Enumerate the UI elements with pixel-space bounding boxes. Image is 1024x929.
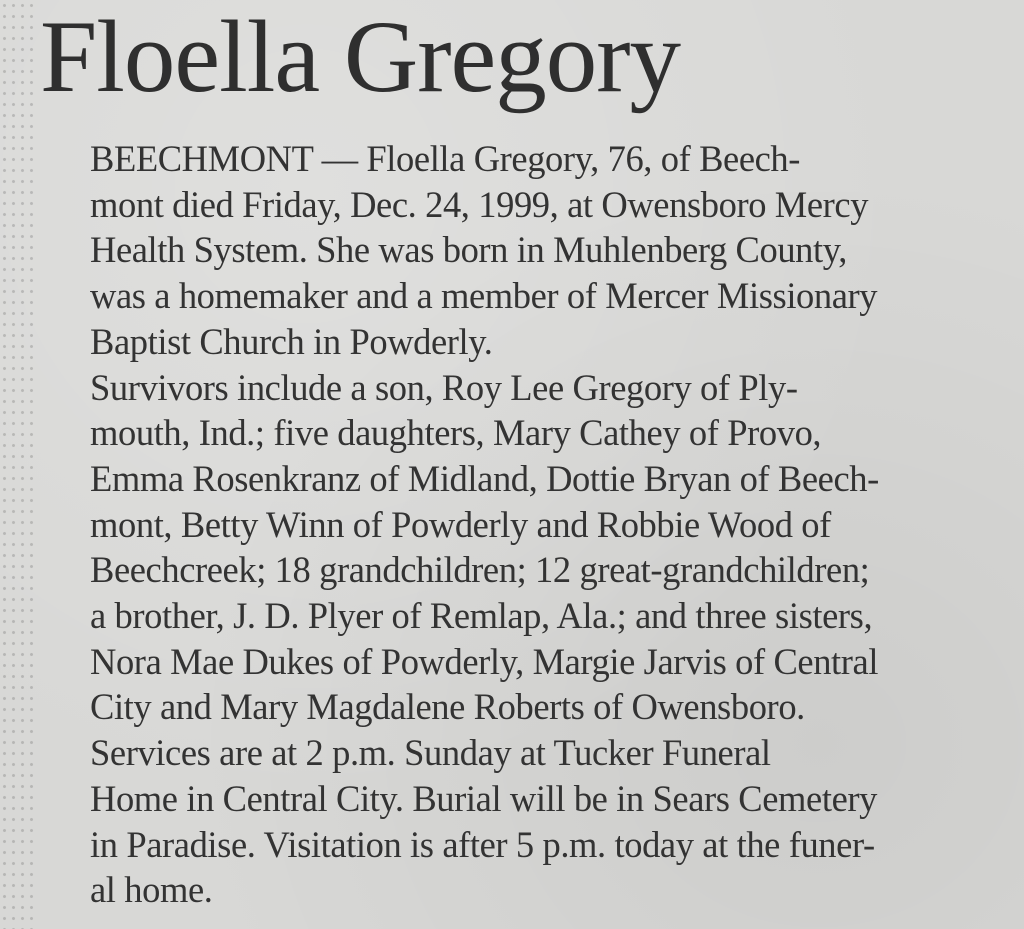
paragraph-services <box>38 730 1013 913</box>
text-line: Baptist Church in Powderly. <box>90 320 493 362</box>
torn-edge <box>0 0 34 929</box>
text-line: City and Mary Magdalene Roberts of Owensboro. <box>90 686 805 728</box>
text-line: BEECHMONT — Floella Gregory, 76, of Beech- <box>90 138 801 179</box>
text-line: a brother, J. D. Plyer of Remlap, Ala.; and three sisters, <box>90 595 873 637</box>
text-line: Nora Mae Dukes of Powderly, Margie Jarvis of Central <box>90 640 879 682</box>
text-line: Survivors include a son, Roy Lee Gregory of Ply- <box>90 366 798 408</box>
paragraph-death-notice <box>38 136 1013 365</box>
text-line: Services are at 2 p.m. Sunday at Tucker Funeral <box>90 732 771 774</box>
obituary-body <box>38 136 1013 913</box>
text-line: mouth, Ind.; five daughters, Mary Cathey of Provo, <box>90 412 822 454</box>
text-line: Home in Central City. Burial will be in Sears Cemetery <box>90 777 877 819</box>
text-line: mont, Betty Winn of Powderly and Robbie Wood of <box>90 503 831 545</box>
text-line: mont died Friday, Dec. 24, 1999, at Owensboro Mercy <box>90 183 869 225</box>
text-line: Beechcreek; 18 grandchildren; 12 great-grandchildren; <box>90 549 870 591</box>
text-line: Health System. She was born in Muhlenberg County, <box>90 229 847 271</box>
paragraph-survivors <box>38 365 1013 731</box>
text-line: Emma Rosenkranz of Midland, Dottie Bryan of Beech- <box>90 457 879 499</box>
obituary-headline: Floella Gregory <box>40 0 681 114</box>
text-line: in Paradise. Visitation is after 5 p.m. today at the funer- <box>90 823 875 865</box>
text-line: al home. <box>90 869 213 911</box>
text-line: was a homemaker and a member of Mercer Missionary <box>90 275 878 317</box>
